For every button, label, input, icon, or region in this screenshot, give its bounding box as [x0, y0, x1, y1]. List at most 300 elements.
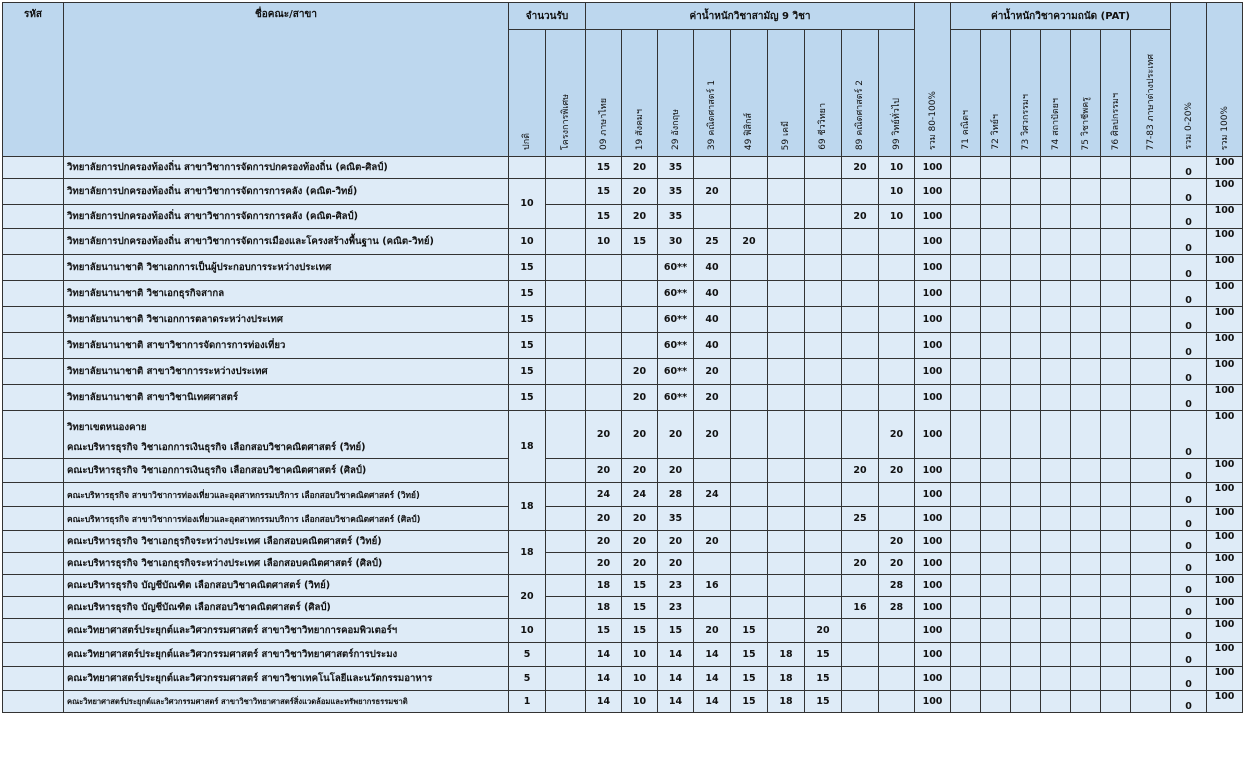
- weight-cell: [768, 385, 805, 411]
- header-pat-col: 72 วิทย์ฯ: [981, 30, 1011, 157]
- pat-cell: [1071, 359, 1101, 385]
- weight-cell: 60**: [658, 385, 694, 411]
- pat-cell: [1041, 229, 1071, 255]
- weight-cell: 28: [879, 597, 915, 619]
- quota-special: [546, 619, 586, 643]
- table-row: [3, 307, 1243, 333]
- code-cell: [3, 281, 64, 307]
- quota-special: [546, 667, 586, 691]
- code-cell: [3, 575, 64, 597]
- weight-cell: [879, 385, 915, 411]
- pat-cell: [1071, 281, 1101, 307]
- weight-cell: [879, 691, 915, 713]
- pat-cell: [1041, 205, 1071, 229]
- pat-cell: [951, 333, 981, 359]
- weight-cell: 20: [694, 411, 731, 459]
- weight-cell: [768, 157, 805, 179]
- pat-cell: [1131, 281, 1171, 307]
- pat-cell: [1131, 597, 1171, 619]
- pat-cell: [951, 205, 981, 229]
- sum-100: 100: [1207, 691, 1243, 713]
- header-name: ชื่อคณะ/สาขา: [64, 3, 509, 157]
- pat-cell: [1071, 597, 1101, 619]
- code-cell: [3, 643, 64, 667]
- quota-normal: 20: [509, 575, 546, 619]
- weight-cell: [622, 333, 658, 359]
- weight-cell: [768, 229, 805, 255]
- header-gat-group: ค่าน้ำหนักวิชาสามัญ 9 วิชา: [586, 3, 915, 30]
- program-name: วิทยาลัยนานาชาติ สาขาวิชานิเทศศาสตร์: [64, 385, 509, 411]
- pat-cell: [1101, 553, 1131, 575]
- weight-cell: 14: [586, 667, 622, 691]
- weight-cell: [879, 667, 915, 691]
- pat-cell: [951, 597, 981, 619]
- sum-80-100: 100: [915, 229, 951, 255]
- table-row: [3, 667, 1243, 691]
- pat-cell: [1101, 229, 1131, 255]
- code-cell: [3, 385, 64, 411]
- weight-cell: [842, 531, 879, 553]
- sum-100: 100: [1207, 229, 1243, 255]
- weight-cell: 20: [842, 459, 879, 483]
- weight-cell: [768, 531, 805, 553]
- sum-80-100: 100: [915, 667, 951, 691]
- weight-cell: [768, 575, 805, 597]
- quota-special: [546, 597, 586, 619]
- pat-cell: [1041, 157, 1071, 179]
- pat-cell: [1071, 385, 1101, 411]
- sum-100: 100: [1207, 575, 1243, 597]
- quota-special: [546, 531, 586, 553]
- table-row: [3, 483, 1243, 507]
- header-pat-group: ค่าน้ำหนักวิชาความถนัด (PAT): [951, 3, 1171, 30]
- pat-cell: [1041, 255, 1071, 281]
- pat-cell: [1041, 459, 1071, 483]
- quota-special: [546, 507, 586, 531]
- weight-cell: 14: [694, 643, 731, 667]
- weight-cell: [842, 307, 879, 333]
- sum-100: 100: [1207, 619, 1243, 643]
- quota-special: [546, 359, 586, 385]
- weight-cell: [842, 255, 879, 281]
- sum-80-100: 100: [915, 483, 951, 507]
- sum-80-100: 100: [915, 205, 951, 229]
- code-cell: [3, 229, 64, 255]
- weight-cell: 23: [658, 597, 694, 619]
- sum-0-20: 0: [1171, 553, 1207, 575]
- weight-cell: 20: [879, 459, 915, 483]
- pat-cell: [1101, 385, 1131, 411]
- sum-0-20: 0: [1171, 229, 1207, 255]
- pat-cell: [951, 385, 981, 411]
- table-row: [3, 385, 1243, 411]
- header-sum1: รวม 80-100%: [915, 3, 951, 157]
- weight-cell: [805, 385, 842, 411]
- pat-cell: [981, 553, 1011, 575]
- pat-cell: [1131, 459, 1171, 483]
- pat-cell: [1071, 411, 1101, 459]
- header-pat-col: 74 สถาปัตยฯ: [1041, 30, 1071, 157]
- pat-cell: [951, 507, 981, 531]
- weight-cell: [731, 385, 768, 411]
- sum-100: 100: [1207, 597, 1243, 619]
- pat-cell: [981, 667, 1011, 691]
- pat-cell: [1041, 385, 1071, 411]
- quota-normal: 15: [509, 333, 546, 359]
- weight-cell: 24: [586, 483, 622, 507]
- pat-cell: [1011, 307, 1041, 333]
- pat-cell: [1131, 553, 1171, 575]
- weight-cell: [586, 307, 622, 333]
- pat-cell: [1071, 575, 1101, 597]
- sum-80-100: 100: [915, 507, 951, 531]
- sum-0-20: 0: [1171, 483, 1207, 507]
- table-row: [3, 333, 1243, 359]
- weight-cell: 16: [842, 597, 879, 619]
- code-cell: [3, 459, 64, 483]
- weight-cell: [842, 229, 879, 255]
- pat-cell: [951, 483, 981, 507]
- program-name: คณะวิทยาศาสตร์ประยุกต์และวิศวกรรมศาสตร์ สาขาวิชาวิทยาศาสตร์สิ่งแวดล้อมและทรัพยากรธรรมชาติ: [64, 691, 509, 713]
- pat-cell: [981, 333, 1011, 359]
- sum-80-100: 100: [915, 307, 951, 333]
- quota-special: [546, 333, 586, 359]
- header-subject-col: 59 เคมี: [768, 30, 805, 157]
- header-subject-col: 29 อังกฤษ: [658, 30, 694, 157]
- weight-cell: 40: [694, 255, 731, 281]
- weight-cell: 20: [842, 157, 879, 179]
- pat-cell: [1101, 255, 1131, 281]
- quota-normal: 18: [509, 483, 546, 531]
- quota-special: [546, 385, 586, 411]
- table-row: [3, 179, 1243, 205]
- weight-cell: [842, 281, 879, 307]
- quota-special: [546, 575, 586, 597]
- weight-cell: [768, 255, 805, 281]
- pat-cell: [951, 643, 981, 667]
- pat-cell: [951, 359, 981, 385]
- header-subject-col: 39 คณิตศาสตร์ 1: [694, 30, 731, 157]
- weight-cell: 10: [586, 229, 622, 255]
- quota-special: [546, 255, 586, 281]
- code-cell: [3, 359, 64, 385]
- weight-cell: [805, 597, 842, 619]
- sum-100: 100: [1207, 385, 1243, 411]
- program-name: คณะวิทยาศาสตร์ประยุกต์และวิศวกรรมศาสตร์ สาขาวิชาวิทยาศาสตร์การประมง: [64, 643, 509, 667]
- weight-cell: [805, 459, 842, 483]
- table-row: [3, 507, 1243, 531]
- sum-100: 100: [1207, 643, 1243, 667]
- pat-cell: [1101, 459, 1131, 483]
- weight-cell: 20: [731, 229, 768, 255]
- code-cell: [3, 179, 64, 205]
- weight-cell: 20: [622, 179, 658, 205]
- pat-cell: [1041, 281, 1071, 307]
- pat-cell: [1101, 157, 1131, 179]
- weight-cell: [879, 483, 915, 507]
- table-row: [3, 597, 1243, 619]
- pat-cell: [981, 281, 1011, 307]
- weight-cell: 40: [694, 333, 731, 359]
- sum-0-20: 0: [1171, 157, 1207, 179]
- weight-cell: 10: [622, 643, 658, 667]
- pat-cell: [1101, 205, 1131, 229]
- header-subject-col: 19 สังคมฯ: [622, 30, 658, 157]
- weight-cell: [586, 385, 622, 411]
- pat-cell: [1041, 507, 1071, 531]
- pat-cell: [981, 619, 1011, 643]
- weight-cell: [805, 553, 842, 575]
- program-name: วิทยาลัยนานาชาติ วิชาเอกการเป็นผู้ประกอบการระหว่างประเทศ: [64, 255, 509, 281]
- pat-cell: [1131, 157, 1171, 179]
- table-row: [3, 205, 1243, 229]
- pat-cell: [1101, 483, 1131, 507]
- header-pat-col: 71 คณิตฯ: [951, 30, 981, 157]
- pat-cell: [1071, 229, 1101, 255]
- pat-cell: [1041, 553, 1071, 575]
- weight-cell: [731, 205, 768, 229]
- header-quota-col: ปกติ: [509, 30, 546, 157]
- pat-cell: [981, 575, 1011, 597]
- pat-cell: [1011, 459, 1041, 483]
- pat-cell: [1131, 385, 1171, 411]
- weight-cell: [879, 229, 915, 255]
- sum-0-20: 0: [1171, 531, 1207, 553]
- pat-cell: [981, 205, 1011, 229]
- sum-0-20: 0: [1171, 691, 1207, 713]
- weight-cell: 25: [842, 507, 879, 531]
- header-subject-col: 69 ชีววิทยา: [805, 30, 842, 157]
- pat-cell: [981, 229, 1011, 255]
- weight-cell: [879, 359, 915, 385]
- pat-cell: [1131, 531, 1171, 553]
- pat-cell: [981, 459, 1011, 483]
- weight-cell: 10: [879, 205, 915, 229]
- pat-cell: [1131, 483, 1171, 507]
- pat-cell: [1071, 619, 1101, 643]
- pat-cell: [1101, 507, 1131, 531]
- pat-cell: [1011, 179, 1041, 205]
- weight-cell: 15: [586, 619, 622, 643]
- sum-100: 100: [1207, 359, 1243, 385]
- weight-cell: [805, 359, 842, 385]
- pat-cell: [1011, 643, 1041, 667]
- weight-cell: [768, 333, 805, 359]
- weight-cell: 23: [658, 575, 694, 597]
- pat-cell: [951, 255, 981, 281]
- weight-cell: 20: [658, 531, 694, 553]
- header-subject-col: 89 คณิตศาสตร์ 2: [842, 30, 879, 157]
- pat-cell: [1071, 179, 1101, 205]
- weight-cell: [842, 359, 879, 385]
- weight-cell: [879, 255, 915, 281]
- header-sum2: รวม 0-20%: [1171, 3, 1207, 157]
- pat-cell: [951, 691, 981, 713]
- weight-cell: [879, 619, 915, 643]
- pat-cell: [1011, 359, 1041, 385]
- header-subject-col: 49 ฟิสิกส์: [731, 30, 768, 157]
- weight-cell: [768, 307, 805, 333]
- weight-cell: [622, 255, 658, 281]
- sum-80-100: 100: [915, 179, 951, 205]
- weight-cell: [768, 483, 805, 507]
- weight-cell: [805, 575, 842, 597]
- weight-cell: [768, 619, 805, 643]
- program-name: คณะบริหารธุรกิจ บัญชีบัณฑิต เลือกสอบวิชาคณิตศาสตร์ (ศิลป์): [64, 597, 509, 619]
- sum-0-20: 0: [1171, 255, 1207, 281]
- weight-cell: [731, 333, 768, 359]
- weight-cell: 60**: [658, 281, 694, 307]
- program-name: วิทยาลัยนานาชาติ สาขาวิชาการระหว่างประเทศ: [64, 359, 509, 385]
- table-row: [3, 691, 1243, 713]
- pat-cell: [981, 483, 1011, 507]
- weight-cell: [731, 255, 768, 281]
- pat-cell: [1071, 507, 1101, 531]
- sum-0-20: 0: [1171, 643, 1207, 667]
- table-row: [3, 619, 1243, 643]
- weight-cell: [768, 281, 805, 307]
- weight-cell: [731, 411, 768, 459]
- weight-cell: 20: [622, 553, 658, 575]
- pat-cell: [1071, 157, 1101, 179]
- sum-100: 100: [1207, 255, 1243, 281]
- sum-100: 100: [1207, 483, 1243, 507]
- pat-cell: [981, 255, 1011, 281]
- sum-100: 100: [1207, 281, 1243, 307]
- pat-cell: [981, 179, 1011, 205]
- pat-cell: [1101, 667, 1131, 691]
- program-name: คณะบริหารธุรกิจ วิชาเอกการเงินธุรกิจ เลือกสอบวิชาคณิตศาสตร์ (ศิลป์): [64, 459, 509, 483]
- weight-cell: [768, 597, 805, 619]
- pat-cell: [1011, 667, 1041, 691]
- pat-cell: [1011, 619, 1041, 643]
- program-name: วิทยาลัยการปกครองท้องถิ่น สาขาวิชาการจัดการปกครองท้องถิ่น (คณิต-ศิลป์): [64, 157, 509, 179]
- program-name: คณะบริหารธุรกิจ สาขาวิชาการท่องเที่ยวและอุตสาหกรรมบริการ เลือกสอบวิชาคณิตศาสตร์ (วิทย์): [64, 483, 509, 507]
- pat-cell: [1011, 333, 1041, 359]
- pat-cell: [1131, 619, 1171, 643]
- pat-cell: [1101, 691, 1131, 713]
- weight-cell: [805, 205, 842, 229]
- weight-cell: [622, 281, 658, 307]
- weight-cell: 60**: [658, 307, 694, 333]
- sum-100: 100: [1207, 333, 1243, 359]
- weight-cell: 15: [586, 205, 622, 229]
- admission-weights-table: [2, 2, 1243, 713]
- program-name: คณะบริหารธุรกิจ บัญชีบัณฑิต เลือกสอบวิชาคณิตศาสตร์ (วิทย์): [64, 575, 509, 597]
- weight-cell: 28: [658, 483, 694, 507]
- weight-cell: [768, 459, 805, 483]
- program-name: คณะบริหารธุรกิจ วิชาเอกธุรกิจระหว่างประเทศ เลือกสอบคณิตศาสตร์ (วิทย์): [64, 531, 509, 553]
- weight-cell: [586, 359, 622, 385]
- weight-cell: 20: [622, 531, 658, 553]
- pat-cell: [1131, 307, 1171, 333]
- weight-cell: 10: [879, 157, 915, 179]
- sum-0-20: 0: [1171, 333, 1207, 359]
- weight-cell: 20: [694, 385, 731, 411]
- code-cell: [3, 553, 64, 575]
- weight-cell: [805, 281, 842, 307]
- header-subject-col: 99 วิทย์ทั่วไป: [879, 30, 915, 157]
- table-row: [3, 359, 1243, 385]
- weight-cell: [694, 157, 731, 179]
- weight-cell: [842, 179, 879, 205]
- program-name-text: คณะบริหารธุรกิจ วิชาเอกการเงินธุรกิจ เลือกสอบวิชาคณิตศาสตร์ (วิทย์): [67, 442, 366, 453]
- weight-cell: 35: [658, 507, 694, 531]
- weight-cell: 20: [622, 157, 658, 179]
- program-name: วิทยาลัยนานาชาติ สาขาวิชาการจัดการการท่องเที่ยว: [64, 333, 509, 359]
- weight-cell: 15: [622, 575, 658, 597]
- quota-normal: 15: [509, 255, 546, 281]
- weight-cell: 15: [805, 667, 842, 691]
- weight-cell: [842, 483, 879, 507]
- sum-100: 100: [1207, 205, 1243, 229]
- weight-cell: 20: [879, 411, 915, 459]
- weight-cell: 15: [731, 691, 768, 713]
- table-row: [3, 553, 1243, 575]
- weight-cell: 60**: [658, 255, 694, 281]
- code-cell: [3, 507, 64, 531]
- pat-cell: [1071, 307, 1101, 333]
- pat-cell: [981, 307, 1011, 333]
- weight-cell: 15: [731, 643, 768, 667]
- quota-normal: [509, 157, 546, 179]
- sum-100: 100: [1207, 507, 1243, 531]
- weight-cell: [622, 307, 658, 333]
- sum-100: 100: [1207, 307, 1243, 333]
- sum-80-100: 100: [915, 531, 951, 553]
- quota-normal: 18: [509, 531, 546, 575]
- pat-cell: [1011, 553, 1041, 575]
- header-code: รหัส: [3, 3, 64, 157]
- header-subject-col: 09 ภาษาไทย: [586, 30, 622, 157]
- quota-normal: 15: [509, 281, 546, 307]
- quota-special: [546, 411, 586, 459]
- weight-cell: 20: [694, 359, 731, 385]
- sum-100: 100: [1207, 459, 1243, 483]
- weight-cell: 60**: [658, 333, 694, 359]
- weight-cell: [731, 307, 768, 333]
- pat-cell: [1101, 597, 1131, 619]
- weight-cell: 60**: [658, 359, 694, 385]
- quota-special: [546, 307, 586, 333]
- sum-0-20: 0: [1171, 359, 1207, 385]
- weight-cell: [879, 307, 915, 333]
- weight-cell: 20: [622, 459, 658, 483]
- weight-cell: [842, 619, 879, 643]
- code-cell: [3, 411, 64, 459]
- pat-cell: [1071, 667, 1101, 691]
- pat-cell: [1101, 307, 1131, 333]
- sum-100: 100: [1207, 157, 1243, 179]
- weight-cell: 14: [586, 691, 622, 713]
- weight-cell: [694, 459, 731, 483]
- weight-cell: [731, 507, 768, 531]
- pat-cell: [951, 531, 981, 553]
- program-name: วิทยาลัยการปกครองท้องถิ่น สาขาวิชาการจัดการการคลัง (คณิต-ศิลป์): [64, 205, 509, 229]
- sum-0-20: 0: [1171, 507, 1207, 531]
- pat-cell: [1101, 333, 1131, 359]
- program-name: คณะวิทยาศาสตร์ประยุกต์และวิศวกรรมศาสตร์ สาขาวิชาวิทยาการคอมพิวเตอร์ฯ: [64, 619, 509, 643]
- pat-cell: [1011, 229, 1041, 255]
- quota-special: [546, 643, 586, 667]
- weight-cell: 15: [805, 643, 842, 667]
- sum-80-100: 100: [915, 459, 951, 483]
- sum-0-20: 0: [1171, 281, 1207, 307]
- pat-cell: [1041, 359, 1071, 385]
- sum-0-20: 0: [1171, 179, 1207, 205]
- table-row: [3, 255, 1243, 281]
- quota-normal: 15: [509, 385, 546, 411]
